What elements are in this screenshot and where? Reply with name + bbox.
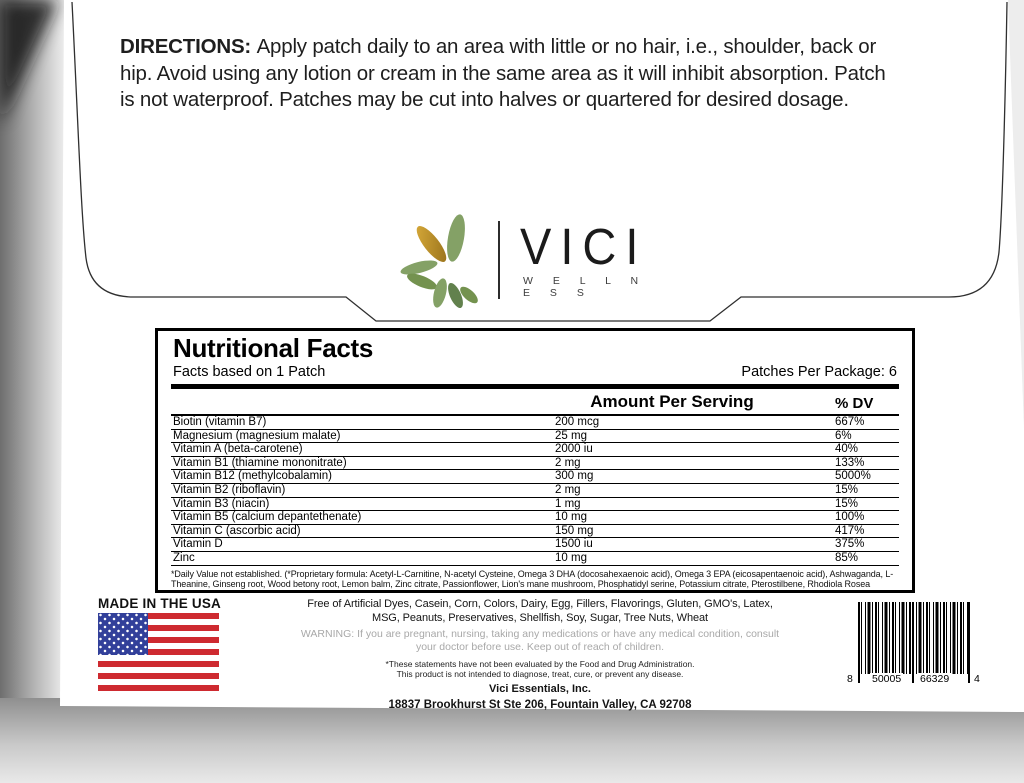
brand-name: VICI [520,217,648,275]
warning-line-2: your doctor before use. Keep out of reach of children. [415,641,665,653]
directions-label: DIRECTIONS: [120,35,252,58]
table-cell-name: Vitamin B5 (calcium depantethenate) [173,511,362,524]
made-in-usa-label: MADE IN THE USA [98,596,222,611]
table-cell-amt: 10 mg [555,551,587,564]
table-cell-name: Vitamin D [173,538,223,551]
table-cell-dv: 667% [835,416,865,428]
table-cell-name: Vitamin B2 (riboflavin) [173,483,286,496]
table-row [171,511,899,525]
table-cell-amt: 200 mcg [555,416,600,428]
barcode-digit: 8 [847,673,853,685]
warning-block [268,628,812,654]
footer-text-block [268,598,812,713]
table-row [171,525,899,539]
barcode-digit-group: 50005 [872,673,902,685]
table-cell-dv: 85% [835,551,859,564]
nutrition-facts-panel [155,328,915,593]
nutrition-rows [171,416,899,566]
upc-barcode [846,600,982,696]
barcode-bars [858,602,970,674]
table-row [171,498,899,512]
leaf-icon [444,213,468,263]
table-row [171,443,899,457]
table-cell-amt: 2 mg [555,483,581,496]
table-cell-dv: 15% [835,483,859,496]
table-row [171,484,899,498]
column-header-dv: % DV [835,395,874,412]
table-cell-name: Magnesium (magnesium malate) [173,429,341,442]
free-of-line-1: Free of Artificial Dyes, Casein, Corn, Colors, Dairy, Egg, Fillers, Flavorings, Gluten, GMO's, Latex, [307,598,773,610]
nutrition-column-headers [171,389,899,416]
brand-tagline: W E L L N E S S [523,274,647,299]
table-cell-name: Zinc [173,551,195,564]
directions-body: Apply patch daily to an area with little or no hair, i.e., shoulder, back or hip. Avoid using any lotion or cream in the same area as it will inhibit absorption. Patch is not waterproof. Patches may be cut into halves or quartered for desired dosage. [120,35,886,111]
flag-canton [98,613,148,655]
table-cell-amt: 2 mg [555,456,581,469]
table-row [171,430,899,444]
table-cell-amt: 300 mg [555,470,594,483]
table-cell-dv: 6% [835,429,852,442]
us-flag-icon [98,613,219,691]
directions-text [120,34,904,114]
table-cell-name: Biotin (vitamin B7) [173,416,267,428]
column-header-amount: Amount Per Serving [590,392,754,411]
table-cell-amt: 10 mg [555,511,587,524]
warning-line-1: WARNING: If you are pregnant, nursing, taking any medications or have any medical condition, consult [300,628,780,640]
barcode-digit-group: 66329 [920,673,950,685]
table-cell-dv: 417% [835,524,865,537]
table-cell-name: Vitamin B12 (methylcobalamin) [173,470,332,483]
table-row [171,416,899,430]
barcode-digit: 4 [974,673,980,685]
table-cell-dv: 100% [835,511,865,524]
table-row [171,538,899,552]
brand-logo [398,210,658,310]
leaf-logo-icon [398,210,494,310]
nutrition-title: Nutritional Facts [173,333,374,363]
table-row [171,470,899,484]
table-cell-amt: 25 mg [555,429,587,442]
table-cell-name: Vitamin A (beta-carotene) [173,443,303,456]
patches-per-package: Patches Per Package: 6 [741,364,897,380]
table-cell-dv: 133% [835,456,865,469]
table-cell-name: Vitamin B3 (niacin) [173,497,270,510]
company-address: 18837 Brookhurst St Ste 206, Fountain Valley, CA 92708 [388,699,692,711]
table-cell-amt: 150 mg [555,524,594,537]
fda-disclaimer-block [268,659,812,679]
barcode-guard-bar [968,602,970,683]
fda-line-2: This product is not intended to diagnose, treat, cure, or prevent any disease. [396,669,684,679]
table-row [171,552,899,566]
table-cell-dv: 5000% [835,470,871,483]
table-cell-dv: 40% [835,443,859,456]
table-cell-name: Vitamin C (ascorbic acid) [173,524,301,537]
table-row [171,457,899,471]
table-cell-amt: 2000 iu [555,443,593,456]
nutrition-footnote: *Daily Value not established. (*Proprietary formula: Acetyl-L-Carnitine, N-acetyl Cysteine, Omega 3 DHA (docosahexaenoic acid), Omega 3 EPA (eicosapentaenoic acid), Ashwaganda, L-Theanine, Ginseng root, Wood betony root, Lemon balm, Zinc citrate, Passionflower, Lion's mane mushroom, Phosphatidyl serine, Potassium citrate, Pterostilbene, Rhodiola Rosea [171,568,894,590]
barcode-guard-bar [912,602,914,683]
table-cell-name: Vitamin B1 (thiamine mononitrate) [173,456,347,469]
fda-line-1: *These statements have not been evaluated by the Food and Drug Administration. [385,659,695,669]
table-cell-dv: 375% [835,538,865,551]
company-name: Vici Essentials, Inc. [489,683,591,695]
brand-text [500,217,658,299]
barcode-guard-bar [858,602,860,683]
table-cell-dv: 15% [835,497,859,510]
nutrition-subrow [171,363,899,384]
table-cell-amt: 1500 iu [555,538,593,551]
nutrition-subtitle: Facts based on 1 Patch [173,364,326,380]
free-of-line-2: MSG, Peanuts, Preservatives, Shellfish, Soy, Sugar, Tree Nuts, Wheat [372,611,708,624]
table-cell-amt: 1 mg [555,497,581,510]
